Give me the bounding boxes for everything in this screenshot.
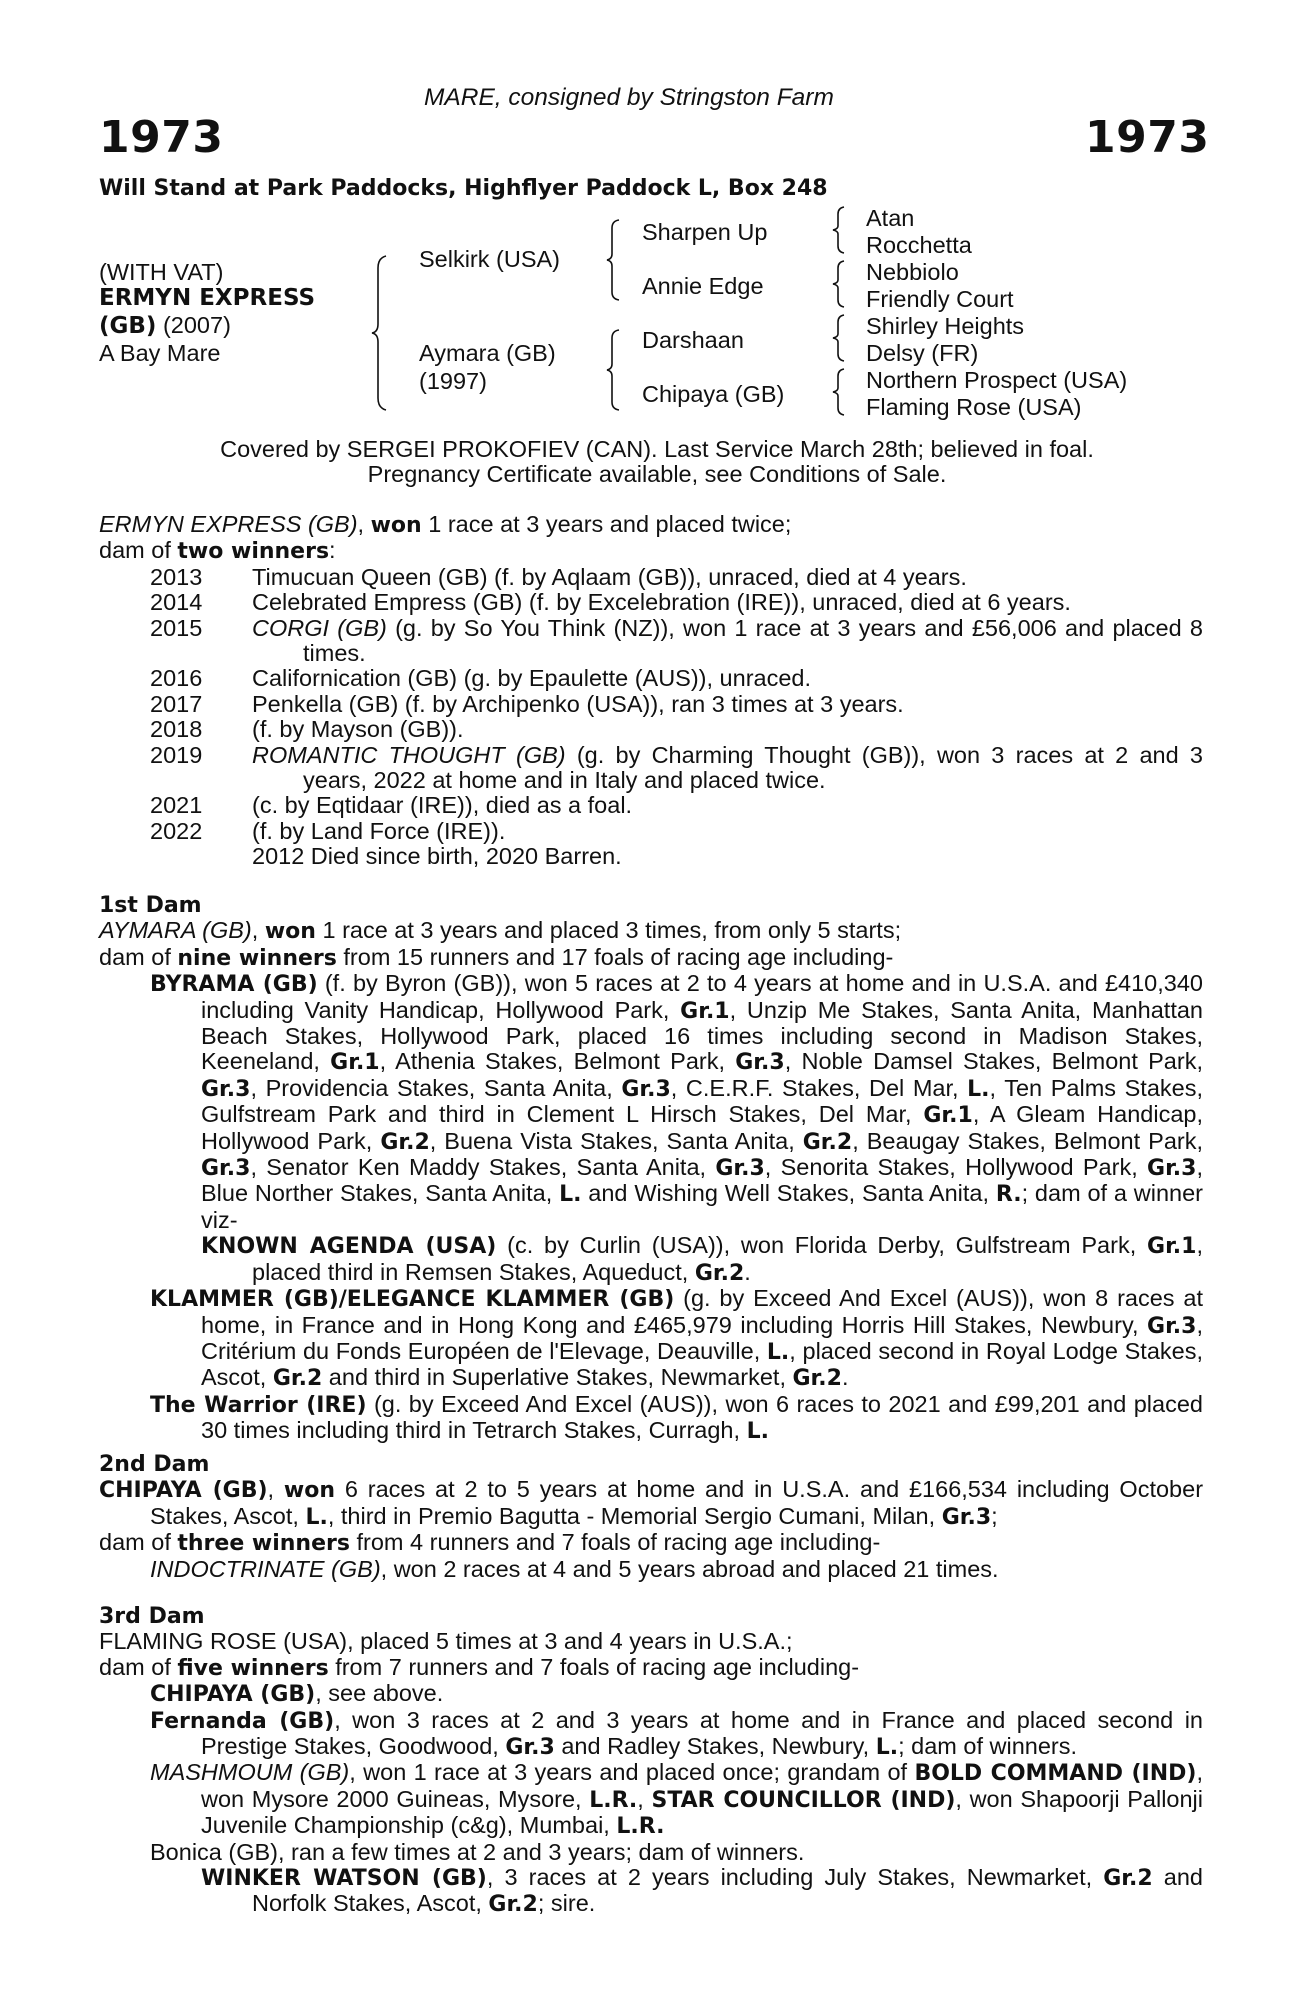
runner-klammer: KLAMMER (GB)/ELEGANCE KLAMMER (GB) (g. by Exceed And Excel (AUS)), won 8 races at home, in France and in Hong Kong and £465,979 including Horris Hill Stakes, Newbury, Gr.3, Critérium du Fonds Européen de l'Elevage, Deauville, L., placed second in Royal Lodge Stakes, Ascot, Gr.2 and third in Superlative Stakes, Newmarket, Gr.2. — [150, 1285, 1203, 1392]
lot-number-left: 1973 — [99, 112, 224, 163]
third-dam-record: FLAMING ROSE (USA), placed 5 times at 3 and 4 years in U.S.A.; — [99, 1628, 793, 1655]
horse-country-year — [99, 312, 231, 340]
pedigree-brace-sire — [606, 218, 624, 302]
produce-item: 2022 (f. by Land Force (IRE)). — [150, 817, 506, 844]
pedigree-gg2: Rocchetta — [866, 232, 972, 258]
produce-horse-name: ERMYN EXPRESS (GB) — [99, 511, 358, 537]
produce-note: 2012 Died since birth, 2020 Barren. — [252, 843, 622, 870]
stand-location: Will Stand at Park Paddocks, Highflyer Paddock L, Box 248 — [99, 176, 828, 201]
pedigree-dam-year: (1997) — [419, 368, 487, 394]
third-dam-section: 3rd Dam FLAMING ROSE (USA), placed 5 times at 3 and 4 years in U.S.A.; dam of five winners from 7 runners and 7 foals of racing age including- CHIPAYA (GB), see above. Fernanda (GB), won 3 races at 2 and 3 years at home and in France and placed second in Prestige Stakes, Goodwood, Gr.3 and Radley Stakes, Newbury, L.; dam of winners. MASHMOUM (GB), won 1 race at 3 years and placed once; grandam of BOLD COMMAND (IND), won Mysore 2000 Guineas, Mysore, L.R., STAR COUNCILLOR (IND), won Shapoorji Pallonji Juvenile Championship (c&g), Mumbai, L.R. Bonica (GB), ran a few times at 2 and 3 years; dam of winners. WINKER WATSON (GB), 3 races at 2 years including July Stakes, Newmarket, Gr.2 and Norfolk Stakes, Ascot, Gr.2; sire. — [99, 1604, 1204, 1918]
produce-item: 2017 Penkella (GB) (f. by Archipenko (USA)), ran 3 times at 3 years. — [150, 690, 904, 717]
pedigree-brace-gg1 — [832, 205, 848, 255]
first-dam-heading: 1st Dam — [99, 893, 202, 918]
horse-description: A Bay Mare — [99, 340, 221, 366]
runner-winker-watson: WINKER WATSON (GB), 3 races at 2 years including July Stakes, Newmarket, Gr.2 and Norfolk Stakes, Ascot, Gr.2; sire. — [201, 1864, 1203, 1918]
won-label: won — [370, 513, 422, 538]
pedigree-gg6: Delsy (FR) — [866, 340, 979, 366]
runner-chipaya: CHIPAYA (GB), see above. — [150, 1680, 444, 1708]
second-dam-section: 2nd Dam CHIPAYA (GB), won 6 races at 2 to 5 years at home and in U.S.A. and £166,534 including October Stakes, Ascot, L., third in Premio Bagutta - Memorial Sergio Cumani, Milan, Gr.3; dam of three winners from 4 runners and 7 foals of racing age including- INDOCTRINATE (GB), won 2 races at 4 and 5 years abroad and placed 21 times. — [99, 1452, 1204, 1582]
vat-note: (WITH VAT) — [99, 259, 224, 285]
produce-item: 2021 (c. by Eqtidaar (IRE)), died as a foal. — [150, 792, 633, 819]
pedigree-dam-dam: Chipaya (GB) — [642, 381, 785, 407]
produce-item: 2016 Californication (GB) (g. by Epaulette (AUS)), unraced. — [150, 665, 812, 692]
pedigree-gg8: Flaming Rose (USA) — [866, 394, 1082, 420]
runner-bonica: Bonica (GB), ran a few times at 2 and 3 years; dam of winners. — [150, 1838, 805, 1865]
pedigree-gg4: Friendly Court — [866, 286, 1014, 312]
winners-count: two winners — [177, 539, 330, 565]
third-dam-heading: 3rd Dam — [99, 1604, 205, 1629]
produce-record: ERMYN EXPRESS (GB), won 1 race at 3 years and placed twice; dam of two winners: 2013 Timucuan Queen (GB) (f. by Aqlaam (GB)), unraced, died at 4 years. 2014 Celebrated Empress (GB) (f. by Excelebration (IRE)), unraced, died at 6 years. 2015 CORGI (GB) (g. by So You Think (NZ)), won 1 race at 3 years and £56,006 and placed 8 times. 2016 Californication (GB) (g. by Epaulette (AUS)), unraced. 2017 Penkella (GB) (f. by Archipenko (USA)), ran 3 times at 3 years. 2018 (f. by Mayson (GB)). 2019 ROMANTIC THOUGHT (GB) (g. by Charming Thought (GB)), won 3 races at 2 and 3 years, 2022 at home and in Italy and placed twice. 2021 (c. by Eqtidaar (IRE)), died as a foal. 2022 (f. by Land Force (IRE)). 2012 Died since birth, 2020 Barren. — [99, 511, 1204, 870]
covered-line: Covered by SERGEI PROKOFIEV (CAN). Last Service March 28th; believed in foal. — [220, 436, 1094, 462]
runner-the-warrior: The Warrior (IRE) (g. by Exceed And Excel (AUS)), won 6 races to 2021 and £99,201 and placed 30 times including third in Tetrarch Stakes, Curragh, L. — [150, 1390, 1203, 1445]
pedigree-gg7: Northern Prospect (USA) — [866, 367, 1128, 393]
pedigree-dam-sire: Darshaan — [642, 327, 744, 353]
pedigree-brace-gg3 — [832, 313, 848, 363]
runner-known-agenda: KNOWN AGENDA (USA) (c. by Curlin (USA)), won Florida Derby, Gulfstream Park, Gr.1, placed third in Remsen Stakes, Aqueduct, Gr.2. — [201, 1232, 1203, 1286]
produce-item: 2018 (f. by Mayson (GB)). — [150, 716, 464, 743]
pregnancy-certificate-line: Pregnancy Certificate available, see Conditions of Sale. — [367, 461, 947, 487]
consignor-line: MARE, consigned by Stringston Farm — [424, 84, 834, 111]
runner-mashmoum: MASHMOUM (GB), won 1 race at 3 years and placed once; grandam of BOLD COMMAND (IND), won Mysore 2000 Guineas, Mysore, L.R., STAR COUNCILLOR (IND), won Shapoorji Pallonji Juvenile Championship (c&g), Mumbai, L.R. — [150, 1759, 1204, 1840]
first-dam-name: AYMARA (GB) — [99, 917, 252, 944]
pedigree-sire-sire: Sharpen Up — [642, 219, 768, 245]
pedigree-gg3: Nebbiolo — [866, 259, 959, 285]
horse-year: (2007) — [156, 312, 231, 338]
pedigree-brace-dam — [606, 328, 624, 412]
runner-byrama: BYRAMA (GB) (f. by Byron (GB)), won 5 races at 2 to 4 years at home and in U.S.A. and £410,340 including Vanity Handicap, Hollywood Park, Gr.1, Unzip Me Stakes, Santa Anita, Manhattan Beach Stakes, Hollywood Park, placed 16 times including second in Madison Stakes, Keeneland, Gr.1, Athenia Stakes, Belmont Park, Gr.3, Noble Damsel Stakes, Belmont Park, Gr.3, Providencia Stakes, Santa Anita, Gr.3, C.E.R.F. Stakes, Del Mar, L., Ten Palms Stakes, Gulfstream Park and third in Clement L Hirsch Stakes, Del Mar, Gr.1, A Gleam Handicap, Hollywood Park, Gr.2, Buena Vista Stakes, Santa Anita, Gr.2, Beaugay Stakes, Belmont Park, Gr.3, Senator Ken Maddy Stakes, Santa Anita, Gr.3, Senorita Stakes, Hollywood Park, Gr.3, Blue Norther Stakes, Santa Anita, L. and Wishing Well Stakes, Santa Anita, R.; dam of a winner viz- — [150, 970, 1203, 1233]
pedigree-sire-dam: Annie Edge — [642, 273, 764, 299]
second-dam-record: CHIPAYA (GB), won 6 races at 2 to 5 years at home and in U.S.A. and £166,534 including October Stakes, Ascot, L., third in Premio Bagutta - Memorial Sergio Cumani, Milan, Gr.3; — [99, 1476, 1204, 1530]
produce-item: 2019 ROMANTIC THOUGHT (GB) (g. by Charming Thought (GB)), won 3 races at 2 and 3 years, 2022 at home and in Italy and placed twice. — [150, 741, 1204, 794]
pedigree-brace-gg4 — [832, 367, 848, 417]
pedigree-dam: Aymara (GB) — [419, 340, 556, 366]
runner-indoctrinate: INDOCTRINATE (GB), won 2 races at 4 and 5 years abroad and placed 21 times. — [150, 1555, 999, 1582]
pedigree-gg1: Atan — [866, 205, 915, 231]
pedigree-brace-main — [372, 254, 392, 412]
lot-number-right: 1973 — [1085, 112, 1210, 163]
pedigree-sire: Selkirk (USA) — [419, 246, 561, 272]
horse-name: ERMYN EXPRESS — [99, 285, 316, 311]
runner-fernanda: Fernanda (GB), won 3 races at 2 and 3 years at home and in France and placed second in Prestige Stakes, Goodwood, Gr.3 and Radley Stakes, Newbury, L.; dam of winners. — [150, 1706, 1203, 1761]
pedigree-brace-gg2 — [832, 259, 848, 309]
produce-item: 2015 CORGI (GB) (g. by So You Think (NZ)), won 1 race at 3 years and £56,006 and placed 8 times. — [150, 614, 1203, 667]
produce-item: 2013 Timucuan Queen (GB) (f. by Aqlaam (GB)), unraced, died at 4 years. — [150, 563, 967, 590]
second-dam-heading: 2nd Dam — [99, 1452, 210, 1477]
horse-country: (GB) — [99, 313, 157, 339]
produce-item: 2014 Celebrated Empress (GB) (f. by Excelebration (IRE)), unraced, died at 6 years. — [150, 589, 1071, 616]
pedigree-gg5: Shirley Heights — [866, 313, 1025, 339]
first-dam-section: 1st Dam AYMARA (GB), won 1 race at 3 years and placed 3 times, from only 5 starts; dam of nine winners from 15 runners and 17 foals of racing age including- BYRAMA (GB) (f. by Byron (GB)), won 5 races at 2 to 4 years at home and in U.S.A. and £410,340 including Vanity Handicap, Hollywood Park, Gr.1, Unzip Me Stakes, Santa Anita, Manhattan Beach Stakes, Hollywood Park, placed 16 times including second in Madison Stakes, Keeneland, Gr.1, Athenia Stakes, Belmont Park, Gr.3, Noble Damsel Stakes, Belmont Park, Gr.3, Providencia Stakes, Santa Anita, Gr.3, C.E.R.F. Stakes, Del Mar, L., Ten Palms Stakes, Gulfstream Park and third in Clement L Hirsch Stakes, Del Mar, Gr.1, A Gleam Handicap, Hollywood Park, Gr.2, Buena Vista Stakes, Santa Anita, Gr.2, Beaugay Stakes, Belmont Park, Gr.3, Senator Ken Maddy Stakes, Santa Anita, Gr.3, Senorita Stakes, Hollywood Park, Gr.3, Blue Norther Stakes, Santa Anita, L. and Wishing Well Stakes, Santa Anita, R.; dam of a winner viz- KNOWN AGENDA (USA) (c. by Curlin (USA)), won Florida Derby, Gulfstream Park, Gr.1, placed third in Remsen Stakes, Aqueduct, Gr.2. KLAMMER (GB)/ELEGANCE KLAMMER (GB) (g. by Exceed And Excel (AUS)), won 8 races at home, in France and in Hong Kong and £465,979 including Horris Hill Stakes, Newbury, Gr.3, Critérium du Fonds Européen de l'Elevage, Deauville, L., placed second in Royal Lodge Stakes, Ascot, Gr.2 and third in Superlative Stakes, Newmarket, Gr.2. The Warrior (IRE) (g. by Exceed And Excel (AUS)), won 6 races to 2021 and £99,201 and placed 30 times including third in Tetrarch Stakes, Curragh, L. — [99, 893, 1203, 1445]
